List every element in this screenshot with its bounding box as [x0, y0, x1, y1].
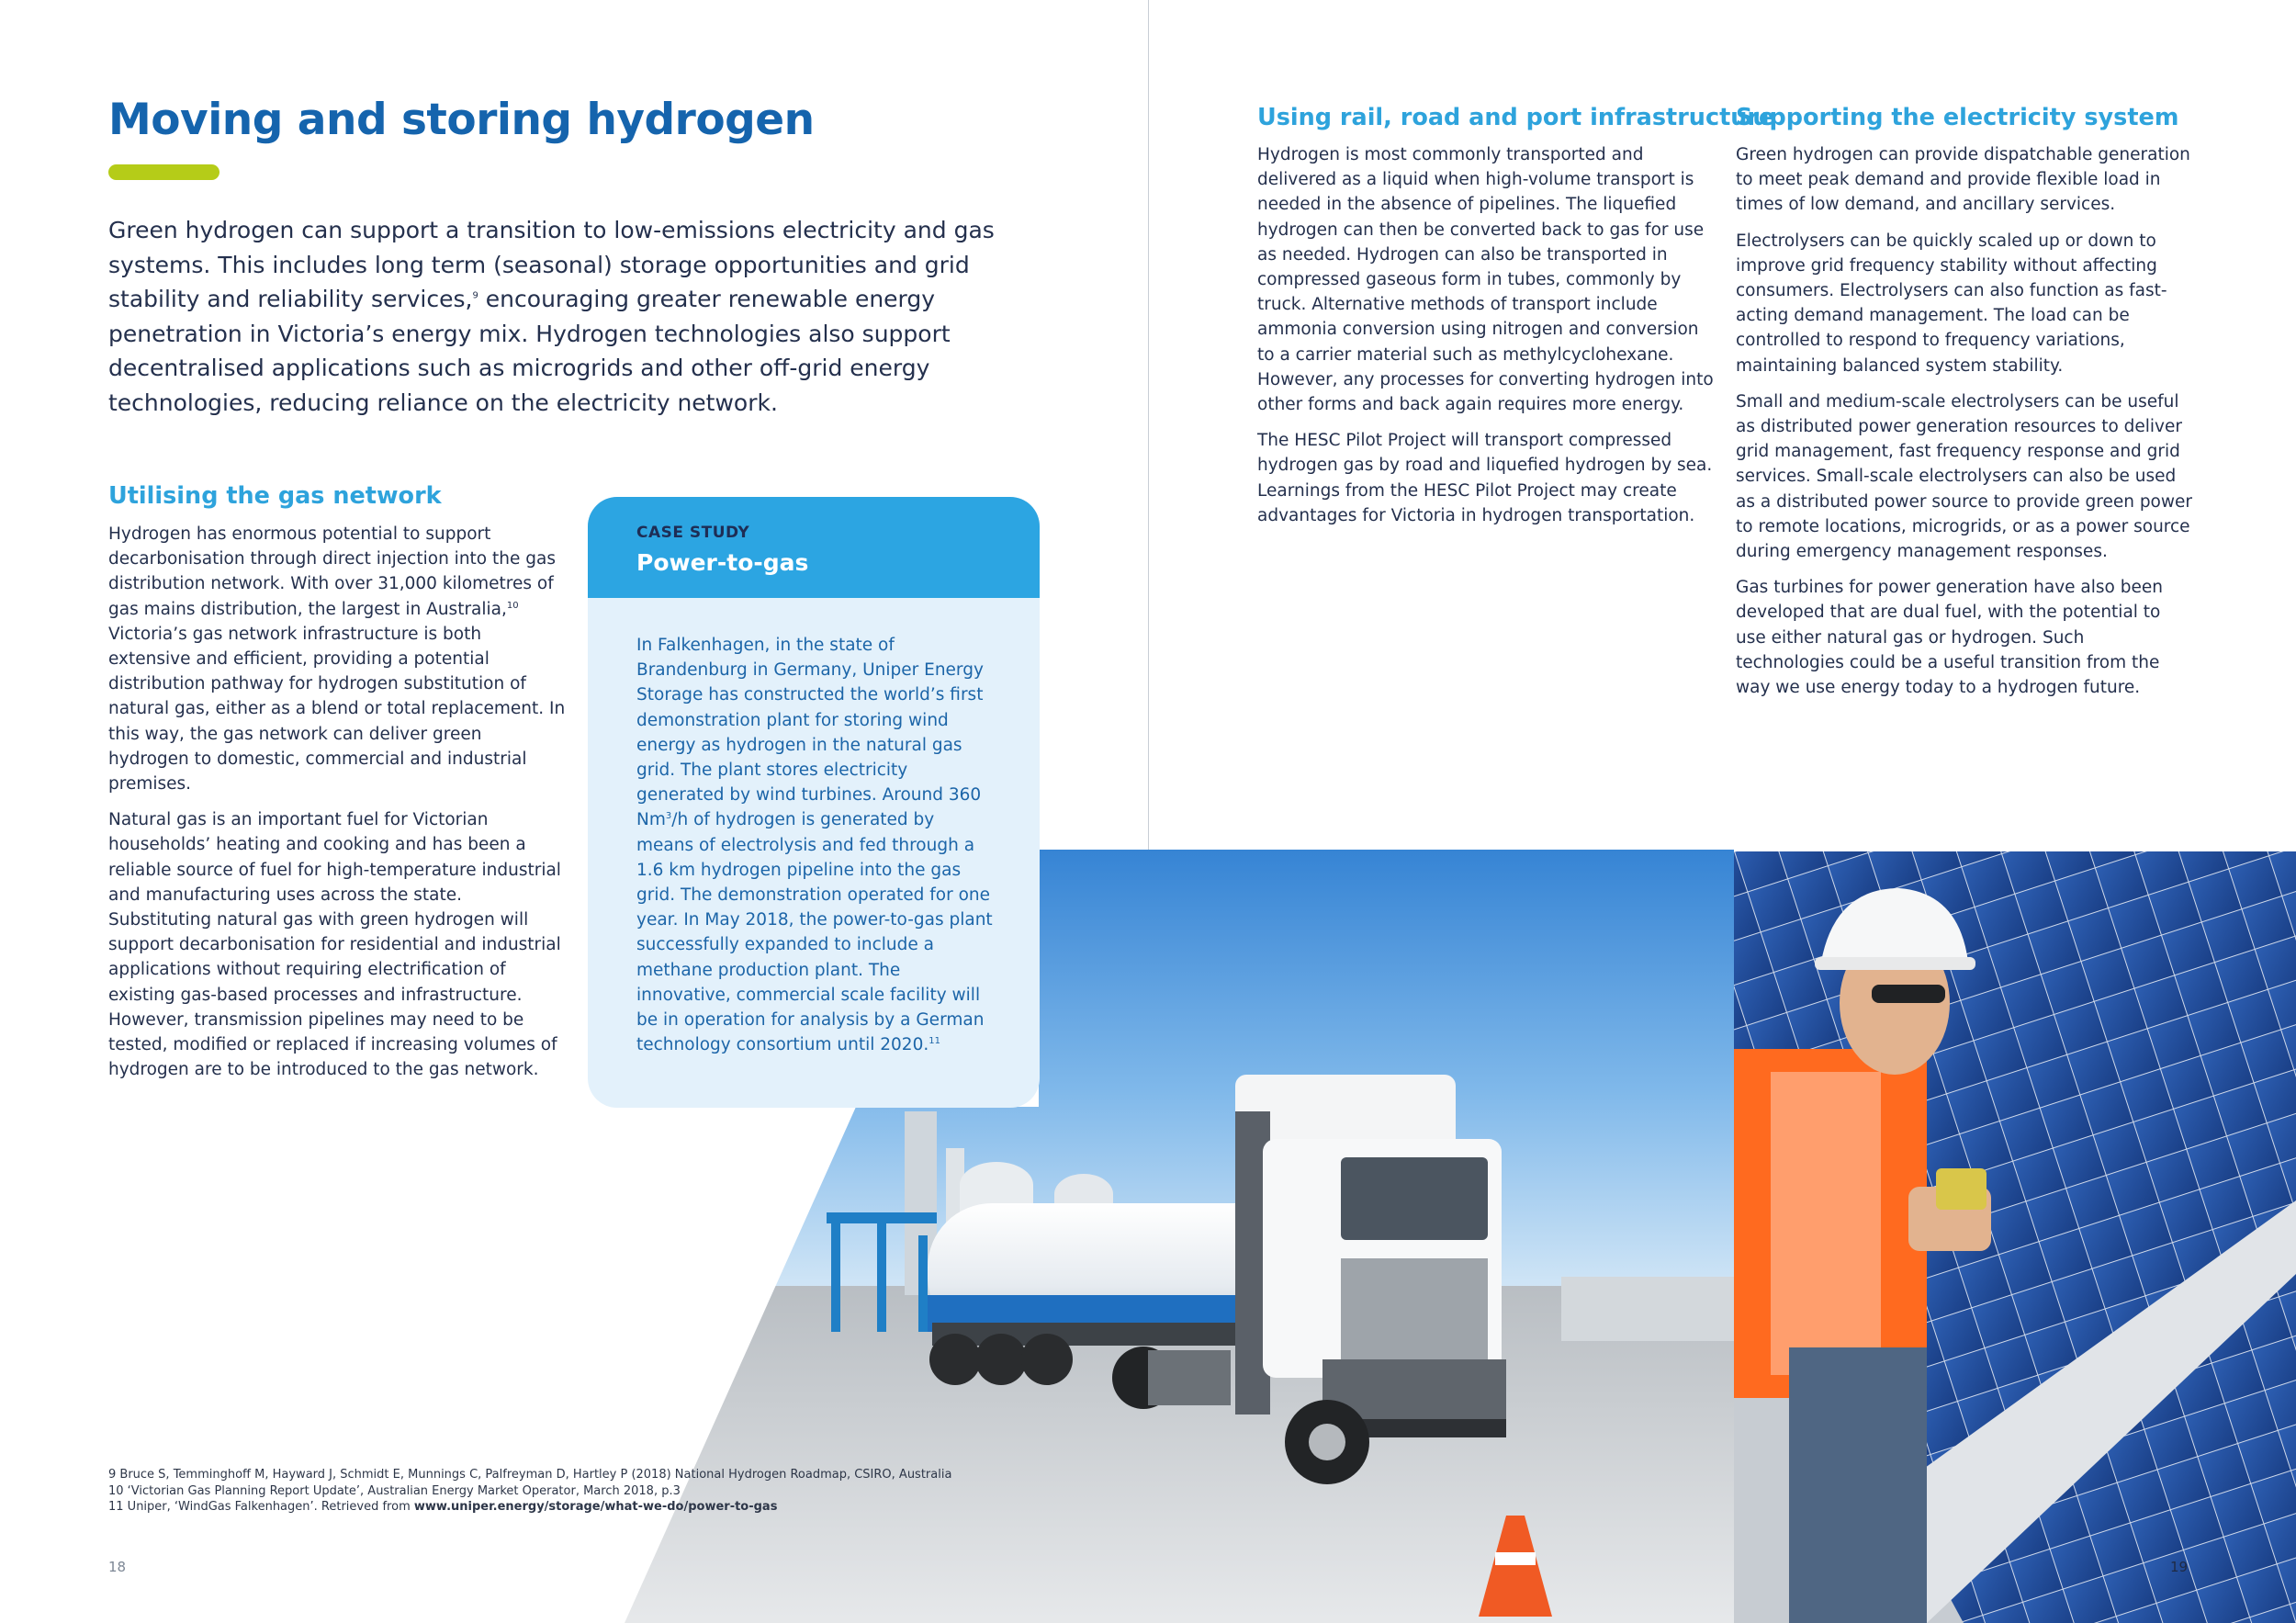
page-number-left: 18 — [108, 1559, 127, 1575]
electricity-system-body — [1736, 142, 2195, 711]
page-number-right: 19 — [2170, 1559, 2189, 1575]
case-study-text — [588, 598, 1040, 1057]
superscript-3: 3 — [665, 811, 672, 822]
case-study-title: Power-to-gas — [636, 549, 809, 576]
solar-technician-photo — [1734, 851, 2296, 1623]
gas-network-heading: Utilising the gas network — [108, 482, 442, 510]
gas-text-1a: Hydrogen has enormous potential to support decarbonisation through direct injection into the gas distribution network. With over 31,000 kilometres of gas mains distribution, the largest in Australia, — [108, 524, 556, 619]
footnote-11-text: 11 Uniper, ‘WindGas Falkenhagen’. Retrieved from — [108, 1500, 414, 1514]
case-study-box — [588, 497, 1040, 1108]
gas-text-1b: Victoria’s gas network infrastructure is both extensive and efficient, providing a potential distribution pathway for hydrogen substitution of natural gas, either as a blend or total replacement. In this way, the gas network can deliver green hydrogen to domestic, commercial and industrial premises. — [108, 624, 566, 795]
title-accent-bar — [108, 164, 219, 180]
case-study-label: CASE STUDY — [636, 524, 750, 542]
page-title: Moving and storing hydrogen — [108, 95, 815, 145]
rail-paragraph-1: Hydrogen is most commonly transported and delivered as a liquid when high-volume transport is needed in the absence of pipelines. The liquefied hydrogen can then be converted back to gas for use as needed. Hydrogen can also be transported in compressed gaseous form in tubes, commonly by truck. Alternative methods of transport include ammonia conversion using nitrogen and conversion to a carrier material such as methylcyclohexane. However, any processes for converting hydrogen into other forms and back again requires more energy. — [1257, 145, 1714, 415]
case-study-header — [588, 497, 1040, 598]
case-text-b: /h of hydrogen is generated by means of electrolysis and fed through a 1.6 km hydrogen pipeline into the gas grid. The demonstration operated for one year. In May 2018, the power-to-gas plant successfully expanded to include a methane production plant. The innovative, commercial scale facility will be in operation for analysis by a German technology consortium until 2020. — [636, 810, 993, 1055]
electricity-system-heading: Supporting the electricity system — [1736, 104, 2179, 131]
electricity-paragraph-3: Small and medium-scale electrolysers can be useful as distributed power generation resources to deliver grid management, fast frequency response and grid services. Small-scale electrolysers can also be used as a distributed power source to provide green power to remote locations, microgrids, or as a power source during emergency management responses. — [1736, 391, 2192, 562]
rail-road-port-body — [1257, 142, 1715, 539]
intro-text-1: Green hydrogen can support a transition to low-emissions electricity and gas systems. This includes long term (seasonal) storage opportunities and grid stability and reliability services, — [108, 217, 995, 312]
footnote-10: 10 ‘Victorian Gas Planning Report Update’, Australian Energy Market Operator, March 2018, p.3 — [108, 1483, 681, 1498]
electricity-paragraph-2: Electrolysers can be quickly scaled up or down to improve grid frequency stability without affecting consumers. Electrolysers can also function as fast-acting demand management. The load can be controlled to respond to frequency variations, maintaining balanced system stability. — [1736, 231, 2167, 376]
footnote-11-link[interactable]: www.uniper.energy/storage/what-we-do/power-to-gas — [413, 1500, 778, 1514]
intro-text-2: encouraging greater renewable energy penetration in Victoria’s energy mix. Hydrogen technologies also support decentralised applications such as microgrids and other off-grid energy technologies, reducing reliance on the electricity network. — [108, 286, 951, 416]
footnote-ref-10: 10 — [506, 600, 519, 611]
footnote-9: 9 Bruce S, Temminghoff M, Hayward J, Schmidt E, Munnings C, Palfreyman D, Hartley P (2018) National Hydrogen Roadmap, CSIRO, Australia — [108, 1468, 952, 1482]
gas-network-body — [108, 522, 568, 1093]
gas-network-paragraph-1 — [108, 522, 568, 796]
footnote-11 — [108, 1499, 1073, 1516]
electricity-paragraph-1: Green hydrogen can provide dispatchable generation to meet peak demand and provide flexible load in times of low demand, and ancillary services. — [1736, 145, 2190, 215]
gas-network-paragraph-2: Natural gas is an important fuel for Victorian households’ heating and cooking and has been a reliable source of fuel for high-temperature industrial and manufacturing uses across the state. Substituting natural gas with green hydrogen will support decarbonisation for residential and industrial applications without requiring electrification of existing gas-based processes and infrastructure. However, transmission pipelines may need to be tested, modified or replaced if increasing volumes of hydrogen are to be introduced to the gas network. — [108, 810, 561, 1080]
case-text-a: In Falkenhagen, in the state of Brandenburg in Germany, Uniper Energy Storage has constructed the world’s first demonstration plant for storing wind energy as hydrogen in the natural gas grid. The plant stores electricity generated by wind turbines. Around 360 Nm — [636, 636, 984, 830]
rail-paragraph-2: The HESC Pilot Project will transport compressed hydrogen gas by road and liquefied hydrogen by sea. Learnings from the HESC Pilot Project may create advantages for Victoria in hydrogen transportation. — [1257, 431, 1713, 525]
footnote-ref-11: 11 — [929, 1036, 940, 1047]
footnotes — [108, 1467, 1073, 1516]
rail-road-port-heading: Using rail, road and port infrastructure — [1257, 104, 1775, 131]
footnote-ref-9: 9 — [472, 290, 478, 301]
electricity-paragraph-4: Gas turbines for power generation have also been developed that are dual fuel, with the potential to use either natural gas or hydrogen. Such technologies could be a useful transition from the way we use energy today to a hydrogen future. — [1736, 578, 2163, 698]
intro-paragraph — [108, 213, 1036, 420]
